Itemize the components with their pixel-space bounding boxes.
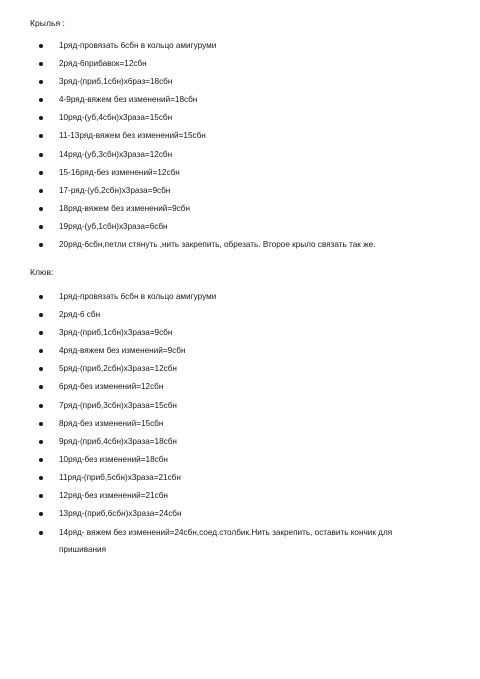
row-text: 11-13ряд-вяжем без изменений=15сбн [59, 131, 206, 141]
bullet-icon [39, 349, 43, 353]
list-item [0, 167, 480, 185]
bullet-icon [39, 422, 43, 426]
list-item [0, 472, 480, 490]
bullet-icon [39, 313, 43, 317]
row-text: 2ряд-6 сбн [59, 310, 101, 320]
list-item [0, 239, 480, 257]
row-text: 14ряд-(уб,3сбн)х3раза=12сбн [59, 149, 173, 159]
beak-instruction-list [0, 291, 480, 558]
list-item [0, 363, 480, 381]
list-item [0, 490, 480, 508]
list-item [0, 381, 480, 399]
row-text: 4-9ряд-вяжем без изменений=18сбн [59, 95, 198, 105]
bullet-icon [39, 62, 43, 66]
row-text: 2ряд-6прибавок=12сбн [59, 59, 147, 69]
list-item [0, 454, 480, 472]
list-item [0, 345, 480, 363]
list-item [0, 400, 480, 418]
bullet-icon [39, 171, 43, 175]
list-item [0, 221, 480, 239]
row-text: 1ряд-провязать 6сбн в кольцо амигуруми [59, 292, 217, 301]
bullet-icon [39, 512, 43, 516]
list-item [0, 149, 480, 167]
bullet-icon [39, 44, 43, 48]
list-item [0, 76, 480, 94]
row-text: 6ряд-без изменений=12сбн [59, 382, 164, 392]
wings-instruction-list [0, 40, 480, 257]
bullet-icon [39, 385, 43, 389]
list-item [0, 94, 480, 112]
bullet-icon [39, 116, 43, 120]
list-item [0, 185, 480, 203]
list-item [0, 436, 480, 454]
bullet-icon [39, 440, 43, 444]
bullet-icon [39, 494, 43, 498]
row-text: 1ряд-провязать 6сбн в кольцо амигуруми [59, 41, 217, 50]
list-item [0, 524, 480, 558]
row-text: 15-16ряд-без изменений=12сбн [59, 167, 180, 177]
row-text: 17-ряд-(уб,2сбн)х3раза=9сбн [59, 185, 171, 195]
bullet-icon [39, 295, 43, 299]
list-item [0, 203, 480, 221]
row-text: 4ряд-вяжем без изменений=9сбн [59, 346, 186, 356]
row-text: 3ряд-(приб,1сбн)х3раза=9сбн [59, 328, 173, 338]
row-text: 5ряд-(приб,2сбн)х3раза=12сбн [59, 364, 177, 374]
row-text: 14ряд- вяжем без изменений=24сбн,соед.столбик.Нить закрепить, оставить кончик для пришивания [59, 528, 393, 555]
list-item [0, 327, 480, 345]
bullet-icon [39, 531, 43, 535]
row-text: 12ряд-без изменений=21сбн [59, 491, 168, 501]
list-item [0, 309, 480, 327]
row-text: 20ряд-6сбн,петли стянуть ,нить закрепить, обрезать. Второе крыло связать так же. [59, 240, 376, 250]
row-text: 19ряд-(уб,1сбн)х3раза=6сбн [59, 221, 168, 231]
bullet-icon [39, 134, 43, 138]
row-text: 10ряд-(уб,4сбн)х3раза=15сбн [59, 113, 173, 123]
row-text: 3ряд-(приб,1сбн)х6раз=18сбн [59, 77, 173, 87]
list-item [0, 112, 480, 130]
bullet-icon [39, 367, 43, 371]
wings-heading: Крылья : [30, 18, 65, 28]
row-text: 8ряд-без изменений=15сбн [59, 418, 164, 428]
bullet-icon [39, 476, 43, 480]
list-item [0, 130, 480, 148]
row-text: 11ряд-(приб,5сбн)х3раза=21сбн [59, 472, 181, 482]
row-text: 18ряд-вяжем без изменений=9сбн [59, 203, 191, 213]
row-text: 10ряд-без изменений=18сбн [59, 454, 168, 464]
row-text: 9ряд-(приб,4сбн)х3раза=18сбн [59, 436, 177, 446]
list-item [0, 58, 480, 76]
bullet-icon [39, 243, 43, 247]
list-item [0, 291, 480, 309]
bullet-icon [39, 331, 43, 335]
bullet-icon [39, 225, 43, 229]
beak-heading: Клюв: [30, 267, 54, 277]
row-text: 13ряд-(приб,6сбн)х3раза=24сбн [59, 509, 182, 519]
bullet-icon [39, 98, 43, 102]
bullet-icon [39, 207, 43, 211]
bullet-icon [39, 153, 43, 157]
row-text: 7ряд-(приб,3сбн)х3раза=15сбн [59, 400, 177, 410]
bullet-icon [39, 458, 43, 462]
bullet-icon [39, 80, 43, 84]
list-item [0, 418, 480, 436]
bullet-icon [39, 189, 43, 193]
list-item [0, 40, 480, 58]
bullet-icon [39, 404, 43, 408]
